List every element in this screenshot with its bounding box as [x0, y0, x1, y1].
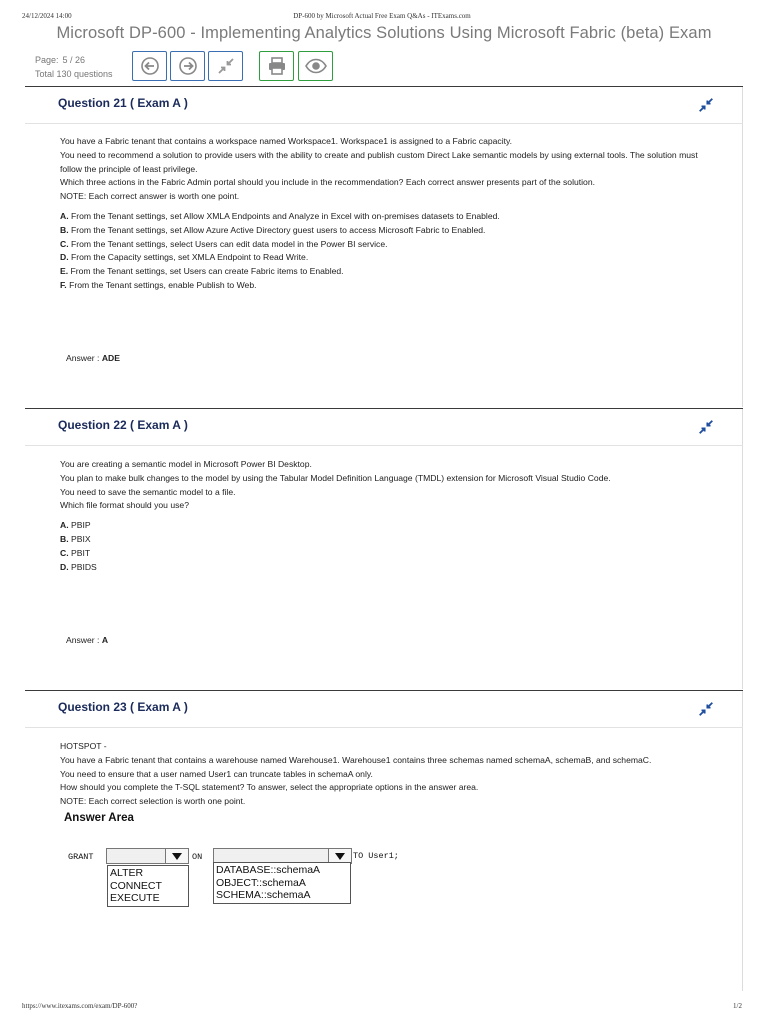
question-body [25, 124, 710, 293]
sql-grant-keyword: GRANT [68, 851, 94, 862]
answer-options [60, 210, 710, 293]
question-text: You need to recommend a solution to provide users with the ability to create and publish custom Direct Lake semantic models by using external tools. The solution must follow the principle of least privilege. [60, 149, 698, 174]
answer-option[interactable]: C. From the Tenant settings, select Users can edit data model in the Power BI service. [60, 238, 388, 249]
dropdown-option[interactable]: ALTER [110, 866, 144, 879]
page-label: Page: [35, 55, 59, 65]
question-text: You plan to make bulk changes to the model by using the Tabular Model Definition Language (TMDL) extension for Microsoft Visual Studio Code. [60, 472, 611, 483]
answer-line [66, 635, 108, 645]
total-questions: Total 130 questions [35, 69, 113, 79]
question-text: You have a Fabric tenant that contains a warehouse named Warehouse1. Warehouse1 contains three schemas named schemaA, schemaB, and schemaC. [60, 754, 652, 765]
question-text: You need to ensure that a user named User1 can truncate tables in schemaA only. [60, 768, 373, 779]
question-title: Question 23 ( Exam A ) [58, 700, 188, 714]
question-body [25, 728, 710, 906]
question-title: Question 22 ( Exam A ) [58, 418, 188, 432]
answer-option[interactable]: F. From the Tenant settings, enable Publish to Web. [60, 279, 257, 290]
page-info [35, 53, 113, 81]
answer-label: Answer : [66, 353, 100, 363]
print-page-number: 1/2 [733, 1002, 742, 1010]
answer-option[interactable]: A. From the Tenant settings, set Allow XMLA Endpoints and Analyze in Excel with on-premises datasets to Enabled. [60, 210, 500, 221]
prev-page-button[interactable] [132, 51, 167, 81]
collapse-icon[interactable] [697, 700, 715, 718]
sql-on-keyword: ON [192, 851, 203, 862]
collapse-icon[interactable] [697, 96, 715, 114]
answer-options [60, 519, 710, 574]
dropdown-option[interactable]: SCHEMA::schemaA [216, 889, 311, 902]
dropdown-option[interactable]: EXECUTE [110, 892, 160, 905]
question-text: You have a Fabric tenant that contains a workspace named Workspace1. Workspace1 is assigned to a Fabric capacity. [60, 136, 513, 146]
answer-area [64, 826, 710, 906]
dropdown-option[interactable]: OBJECT::schemaA [216, 876, 306, 889]
next-page-button[interactable] [170, 51, 205, 81]
answer-option[interactable]: D. From the Capacity settings, set XMLA Endpoint to Read Write. [60, 252, 309, 263]
question-text: NOTE: Each correct answer is worth one point. [60, 191, 240, 202]
question-text: How should you complete the T-SQL statement? To answer, select the appropriate options in the answer area. [60, 782, 479, 793]
collapse-icon[interactable] [697, 418, 715, 436]
answer-option[interactable]: D. PBIDS [60, 561, 97, 572]
answer-value: ADE [101, 353, 120, 363]
answer-line [66, 353, 120, 363]
question-text: NOTE: Each correct selection is worth one point. [60, 796, 246, 807]
view-button[interactable] [298, 51, 333, 81]
chevron-down-icon [165, 849, 188, 863]
question-card [25, 408, 743, 689]
permission-dropdown[interactable] [106, 848, 189, 864]
question-body [25, 446, 710, 574]
eye-icon [305, 58, 327, 74]
answer-option[interactable]: B. PBIX [60, 533, 91, 544]
dropdown-option[interactable]: CONNECT [110, 879, 162, 892]
exam-title: Microsoft DP-600 - Implementing Analytics Solutions Using Microsoft Fabric (beta) Exam [56, 24, 712, 42]
question-header [25, 409, 743, 446]
question-text: You are creating a semantic model in Microsoft Power BI Desktop. [60, 459, 312, 469]
question-card [25, 690, 743, 991]
question-text: Which three actions in the Fabric Admin portal should you include in the recommendation? Each correct answer presents part of the solution. [60, 177, 596, 188]
collapse-all-button[interactable] [208, 51, 243, 81]
chevron-down-icon [328, 849, 351, 863]
securable-options [213, 862, 351, 904]
print-url: https://www.itexams.com/exam/DP-600? [22, 1002, 138, 1010]
print-page-title: DP-600 by Microsoft Actual Free Exam Q&As - ITExams.com [293, 12, 471, 20]
question-card [25, 86, 743, 407]
question-header [25, 87, 743, 124]
question-title: Question 21 ( Exam A ) [58, 96, 188, 110]
question-text: You need to save the semantic model to a file. [60, 486, 236, 497]
print-date: 24/12/2024 14:00 [22, 12, 72, 20]
print-icon [267, 57, 287, 75]
answer-value: A [101, 635, 109, 645]
arrow-right-icon [178, 56, 198, 76]
answer-label: Answer : [66, 635, 100, 645]
print-button[interactable] [259, 51, 294, 81]
answer-option[interactable]: C. PBIT [60, 547, 91, 558]
page-value: 5 / 26 [62, 55, 86, 65]
arrow-left-icon [140, 56, 160, 76]
dropdown-option[interactable]: DATABASE::schemaA [216, 863, 321, 876]
question-text: Which file format should you use? [60, 500, 189, 511]
answer-area-title: Answer Area [64, 811, 134, 824]
answer-option[interactable]: A. PBIP [60, 520, 91, 531]
question-header [25, 691, 743, 728]
print-header [22, 12, 742, 24]
answer-option[interactable]: B. From the Tenant settings, set Allow Azure Active Directory guest users to access Microsoft Fabric to Enabled. [60, 224, 486, 235]
collapse-icon [216, 56, 236, 76]
answer-option[interactable]: E. From the Tenant settings, set Users can create Fabric items to Enabled. [60, 266, 344, 277]
permission-options [107, 865, 189, 907]
sql-to-user: TO User1; [353, 850, 399, 861]
question-text: HOTSPOT - [60, 741, 107, 751]
